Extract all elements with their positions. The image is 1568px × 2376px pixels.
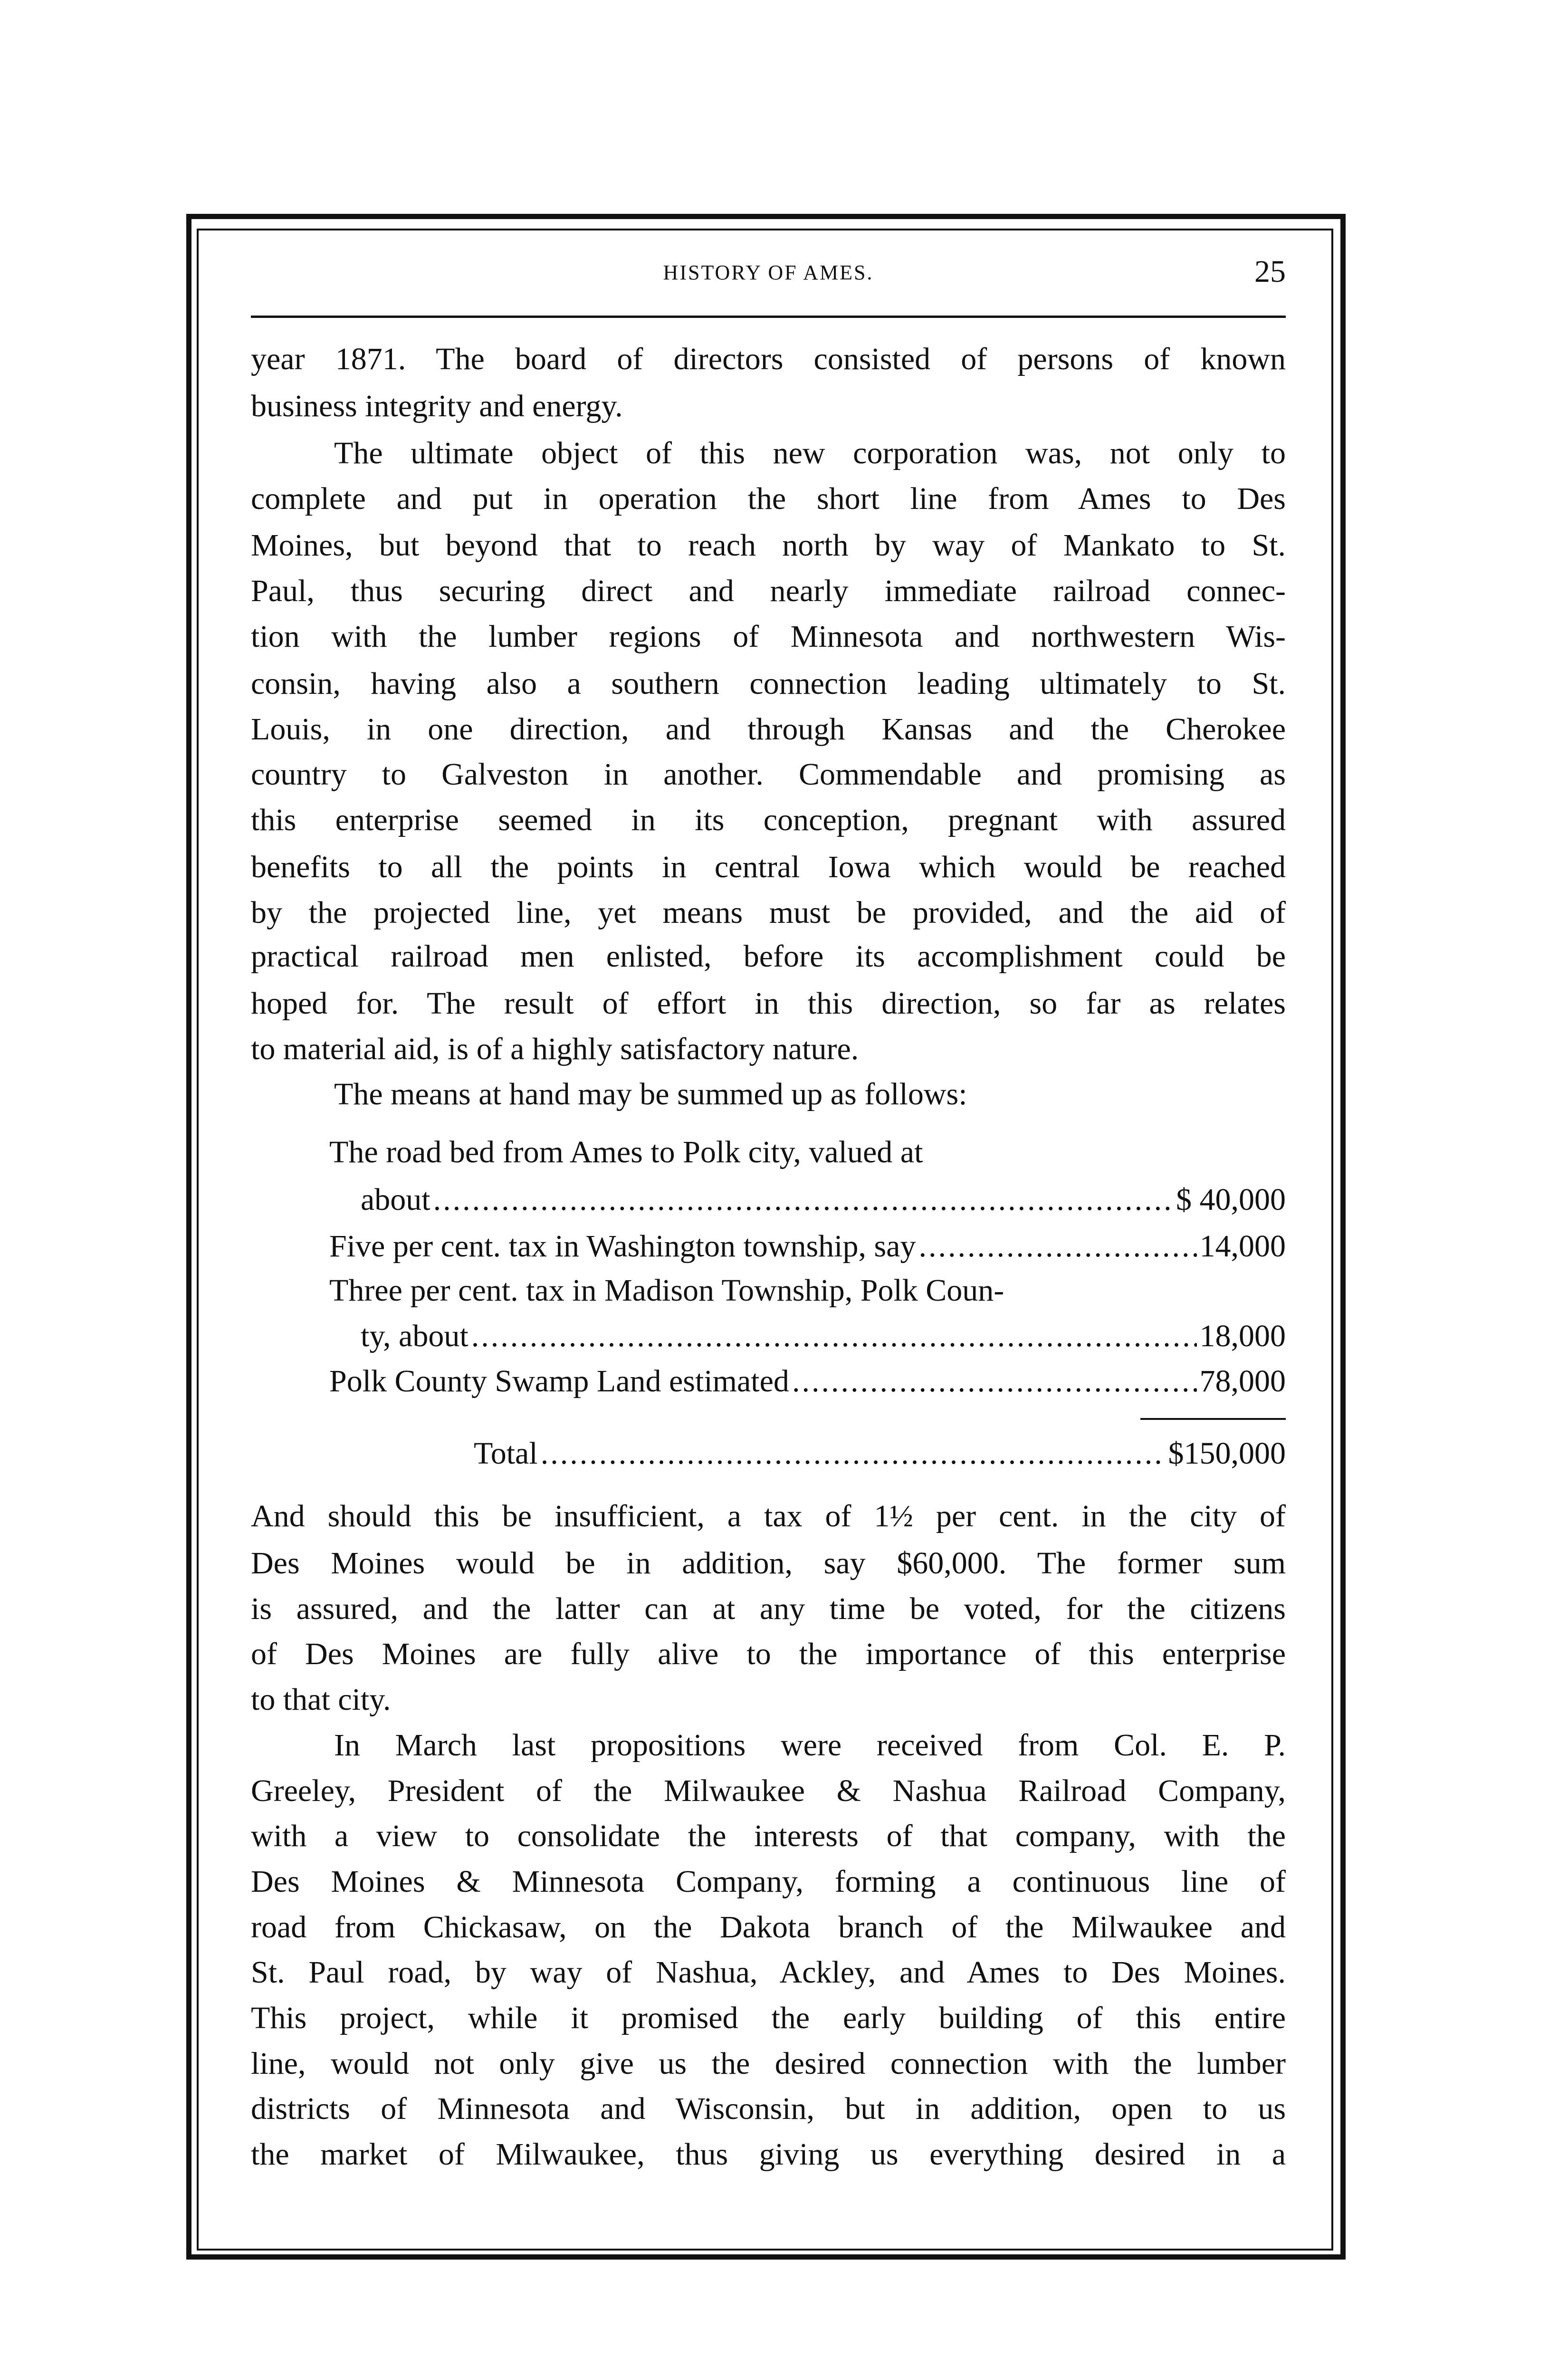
text-line: is assured, and the latter can at any time be voted, for the citizens	[251, 1591, 1286, 1626]
sum-rule	[1140, 1418, 1286, 1420]
total-row	[474, 1432, 1286, 1475]
row-label: about	[361, 1182, 430, 1217]
text-line: line, would not only give us the desired connection with the lumber	[251, 2046, 1286, 2081]
text-line: practical railroad men enlisted, before its accomplishment could be	[251, 939, 1286, 974]
text-line: complete and put in operation the short line from Ames to Des	[251, 481, 1286, 516]
row-amount: $ 40,000	[1176, 1182, 1286, 1217]
text-line: The means at hand may be summed up as follows:	[334, 1077, 967, 1111]
text-line: Louis, in one direction, and through Kansas and the Cherokee	[251, 712, 1286, 747]
text-line: Des Moines & Minnesota Company, forming a continuous line of	[251, 1864, 1286, 1899]
text-line: And should this be insufficient, a tax of 1½ per cent. in the city of	[251, 1499, 1286, 1533]
dot-leader	[792, 1360, 1197, 1403]
header-rule	[251, 316, 1286, 318]
text-line: tion with the lumber regions of Minnesota and northwestern Wis-	[251, 619, 1286, 654]
row-amount: 18,000	[1199, 1319, 1286, 1353]
text-line: St. Paul road, by way of Nashua, Ackley, and Ames to Des Moines.	[251, 1955, 1286, 1990]
text-line: of Des Moines are fully alive to the importance of this enterprise	[251, 1637, 1286, 1671]
table-row	[329, 1225, 1286, 1268]
text-line: with a view to consolidate the interests of that company, with the	[251, 1819, 1286, 1853]
dot-leader	[918, 1225, 1196, 1268]
running-title: HISTORY OF AMES.	[663, 261, 874, 284]
text-line: Des Moines would be in addition, say $60,000. The former sum	[251, 1546, 1286, 1581]
dot-leader	[433, 1178, 1173, 1221]
text-line: consin, having also a southern connection leading ultimately to St.	[251, 666, 1286, 701]
text-line: districts of Minnesota and Wisconsin, but in addition, open to us	[251, 2091, 1286, 2126]
dot-leader	[541, 1432, 1166, 1475]
total-label: Total	[474, 1436, 538, 1471]
total-amount: $150,000	[1168, 1436, 1286, 1471]
text-line: The ultimate object of this new corporation was, not only to	[334, 436, 1286, 470]
table-row	[329, 1360, 1286, 1403]
row-label: The road bed from Ames to Polk city, valued at	[329, 1135, 923, 1169]
page-number: 25	[1254, 254, 1286, 289]
table-row-label	[329, 1269, 1004, 1312]
row-label: Five per cent. tax in Washington township, say	[329, 1229, 916, 1264]
text-line: benefits to all the points in central Iowa which would be reached	[251, 850, 1286, 884]
text-line: country to Galveston in another. Commendable and promising as	[251, 757, 1286, 792]
text-line: Moines, but beyond that to reach north by way of Mankato to St.	[251, 528, 1286, 563]
row-label: ty, about	[361, 1319, 468, 1353]
text-line: this enterprise seemed in its conception, pregnant with assured	[251, 803, 1286, 837]
running-header	[251, 254, 1286, 289]
row-label: Polk County Swamp Land estimated	[329, 1364, 789, 1399]
table-row-label	[329, 1131, 923, 1174]
table-row	[361, 1315, 1286, 1358]
text-line: year 1871. The board of directors consisted of persons of known	[251, 342, 1286, 376]
text-line: by the projected line, yet means must be provided, and the aid of	[251, 895, 1286, 930]
text-line: road from Chickasaw, on the Dakota branch of the Milwaukee and	[251, 1910, 1286, 1945]
row-amount: 78,000	[1199, 1364, 1286, 1399]
text-line: hoped for. The result of effort in this direction, so far as relates	[251, 986, 1286, 1021]
row-amount: 14,000	[1199, 1229, 1286, 1264]
dot-leader	[471, 1315, 1197, 1358]
text-line: to material aid, is of a highly satisfactory nature.	[251, 1032, 859, 1066]
text-line: Paul, thus securing direct and nearly immediate railroad connec-	[251, 574, 1286, 608]
text-line: Greeley, President of the Milwaukee & Nashua Railroad Company,	[251, 1773, 1286, 1808]
text-line: This project, while it promised the early building of this entire	[251, 2001, 1286, 2035]
text-line: In March last propositions were received from Col. E. P.	[334, 1728, 1286, 1763]
row-label: Three per cent. tax in Madison Township, Polk Coun-	[329, 1273, 1004, 1308]
text-line: the market of Milwaukee, thus giving us everything desired in a	[251, 2137, 1286, 2172]
text-line: to that city.	[251, 1682, 391, 1717]
text-line: business integrity and energy.	[251, 389, 623, 423]
table-row	[361, 1178, 1286, 1221]
